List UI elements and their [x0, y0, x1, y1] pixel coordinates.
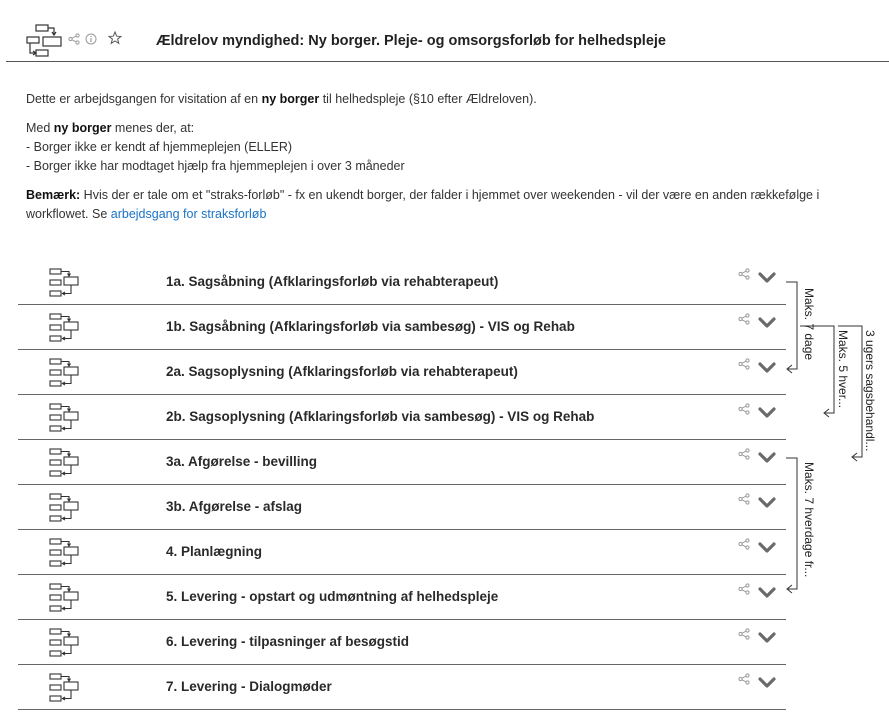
page-title: Ældrelov myndighed: Ny borger. Pleje- og omsorgsforløb for helhedspleje	[156, 33, 666, 49]
bullet-item: - Borger ikke er kendt af hjemmeplejen (ELLER)	[26, 140, 293, 154]
process-step-label: 5. Levering - opstart og udmøntning af helhedspleje	[166, 589, 499, 604]
deadline-label: 3 ugers sagsbehandl...	[863, 330, 877, 452]
process-step-label: 1a. Sagsåbning (Afklaringsforløb via rehabterapeut)	[166, 274, 499, 289]
process-step-label: 3b. Afgørelse - afslag	[166, 499, 303, 514]
process-step-label: 1b. Sagsåbning (Afklaringsforløb via sambesøg) - VIS og Rehab	[166, 319, 575, 334]
bullet-item: - Borger ikke har modtaget hjælp fra hjemmeplejen i over 3 måneder	[26, 159, 405, 173]
straksforloeb-link[interactable]: arbejdsgang for straksforløb	[110, 207, 267, 221]
deadline-label: Maks. 5 hver...	[836, 330, 850, 409]
deadline-label: Maks. 7 hverdage fr...	[802, 462, 816, 578]
process-step-label: 3a. Afgørelse - bevilling	[166, 454, 318, 469]
process-step-label: 4. Planlægning	[166, 544, 263, 559]
process-step-label: 2a. Sagsoplysning (Afklaringsforløb via rehabterapeut)	[166, 364, 518, 379]
deadline-label: Maks. 7 dage	[802, 288, 816, 361]
note-paragraph: Bemærk: Hvis der er tale om et "straks-forløb" - fx en ukendt borger, der falder i hjemmet over weekenden - vil der være en anden rækkefølge i workflowet. Se arbejdsgang for straksforløb	[26, 188, 820, 221]
process-step-label: 7. Levering - Dialogmøder	[166, 679, 332, 694]
process-step-label: 2b. Sagsoplysning (Afklaringsforløb via sambesøg) - VIS og Rehab	[166, 409, 595, 424]
definition-paragraph: Med ny borger menes der, at: - Borger ikke er kendt af hjemmeplejen (ELLER) - Borger ikke har modtaget hjælp fra hjemmeplejen i over 3 måneder	[26, 121, 405, 173]
process-step-label: 6. Levering - tilpasninger af besøgstid	[166, 634, 410, 649]
intro-paragraph: Dette er arbejdsgangen for visitation af en ny borger til helhedspleje (§10 efter Ældreloven).	[26, 92, 537, 106]
